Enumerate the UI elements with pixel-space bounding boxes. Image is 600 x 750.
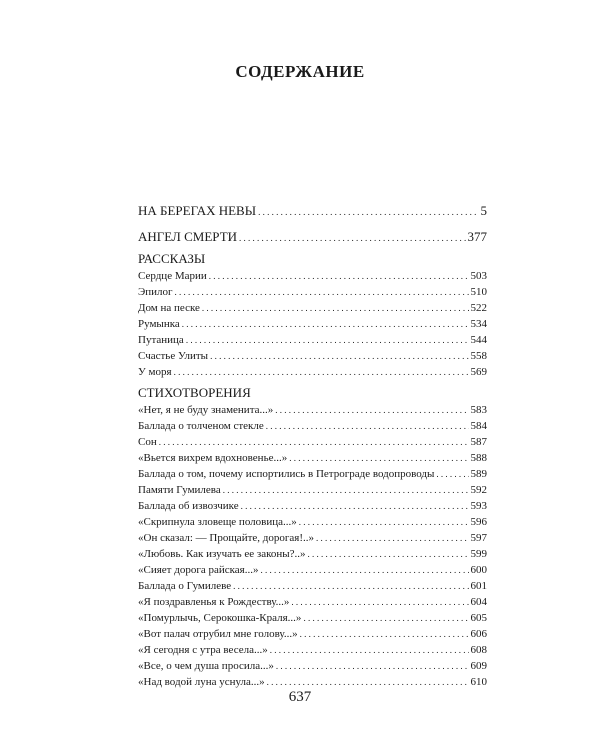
leader-dots bbox=[174, 365, 469, 379]
leader-dots bbox=[233, 579, 468, 593]
toc-entry bbox=[138, 285, 487, 299]
toc-entry bbox=[138, 451, 487, 465]
toc-entry-title: Дом на песке bbox=[138, 302, 200, 314]
toc-entry-title: Памяти Гумилева bbox=[138, 484, 221, 496]
section-heading: РАССКАЗЫ bbox=[138, 251, 206, 266]
toc-entry-page: 592 bbox=[470, 484, 487, 496]
leader-dots bbox=[159, 435, 469, 449]
toc-entry-page: 377 bbox=[467, 229, 487, 244]
toc-entry-title: «Скрипнула зловеще половица...» bbox=[138, 516, 297, 528]
toc-entry-page: 569 bbox=[470, 366, 487, 378]
toc-entry-page: 609 bbox=[470, 660, 487, 672]
toc-entry-page: 604 bbox=[470, 596, 487, 608]
toc-entry bbox=[138, 365, 487, 379]
page-title: СОДЕРЖАНИЕ bbox=[235, 62, 365, 81]
leader-dots bbox=[436, 467, 468, 481]
toc-entry-title: Баллада об извозчике bbox=[138, 500, 239, 512]
toc-entry bbox=[138, 675, 487, 689]
toc-entry bbox=[138, 643, 487, 657]
toc-entry-page: 596 bbox=[470, 516, 487, 528]
toc-entry-page: 584 bbox=[470, 420, 487, 432]
toc-entry-page: 610 bbox=[470, 676, 487, 688]
toc-entry-page: 534 bbox=[470, 318, 487, 330]
toc-entry-page: 583 bbox=[470, 404, 487, 416]
toc-entry-title: АНГЕЛ СМЕРТИ bbox=[138, 229, 238, 244]
toc-entry bbox=[138, 515, 487, 529]
toc-entry-title: «Он сказал: — Прощайте, дорогая!..» bbox=[138, 532, 314, 544]
leader-dots bbox=[202, 301, 469, 315]
toc-entry-title: «Все, о чем душа просила...» bbox=[138, 660, 274, 672]
toc-entry bbox=[138, 467, 487, 481]
toc-entry-title: Баллада о том, почему испортились в Петрограде водопроводы bbox=[138, 468, 435, 480]
toc-entry-page: 544 bbox=[470, 334, 487, 346]
leader-dots bbox=[275, 403, 468, 417]
leader-dots bbox=[300, 627, 469, 641]
toc-entry-title: «Вьется вихрем вдохновенье...» bbox=[138, 452, 288, 464]
toc-entry bbox=[138, 435, 487, 449]
toc-entry-title: Сердце Марии bbox=[138, 270, 207, 282]
toc-entry-title: У моря bbox=[138, 366, 172, 378]
toc-entry bbox=[138, 419, 487, 433]
leader-dots bbox=[260, 563, 468, 577]
toc-entry-page: 522 bbox=[470, 302, 487, 314]
toc-entry-title: «Над водой луна уснула...» bbox=[138, 676, 265, 688]
toc-entry bbox=[138, 563, 487, 577]
toc-entry bbox=[138, 595, 487, 609]
toc-entry bbox=[138, 659, 487, 673]
leader-dots bbox=[303, 611, 468, 625]
toc-entry bbox=[138, 547, 487, 561]
leader-dots bbox=[308, 547, 469, 561]
toc-entry-page: 593 bbox=[470, 500, 487, 512]
toc-entry-page: 587 bbox=[470, 436, 487, 448]
toc-entry-title: Баллада о толченом стекле bbox=[138, 420, 264, 432]
toc-entry bbox=[138, 499, 487, 513]
toc-entry-page: 588 bbox=[470, 452, 487, 464]
leader-dots bbox=[223, 483, 469, 497]
toc-entry-title: Счастье Улиты bbox=[138, 350, 209, 362]
toc-entry-page: 558 bbox=[470, 350, 487, 362]
toc-entry-page: 601 bbox=[470, 580, 487, 592]
toc-entry-title: «Помурлычь, Серокошка-Краля...» bbox=[138, 612, 302, 624]
toc-entry-title: Баллада о Гумилеве bbox=[138, 580, 232, 592]
toc-entry-title: «Нет, я не буду знаменита...» bbox=[138, 404, 274, 416]
toc-entry-page: 589 bbox=[470, 468, 487, 480]
leader-dots bbox=[186, 333, 469, 347]
leader-dots bbox=[299, 515, 469, 529]
toc-entry bbox=[138, 301, 487, 315]
toc-entry bbox=[138, 531, 487, 545]
toc-entry-main bbox=[138, 229, 487, 245]
section-heading: СТИХОТВОРЕНИЯ bbox=[138, 385, 251, 400]
toc-entry-page: 599 bbox=[470, 548, 487, 560]
toc-entry-title: «Любовь. Как изучать ее законы?..» bbox=[138, 548, 306, 560]
toc-entry bbox=[138, 403, 487, 417]
toc-entry bbox=[138, 627, 487, 641]
leader-dots bbox=[175, 285, 469, 299]
leader-dots bbox=[182, 317, 469, 331]
leader-dots bbox=[276, 659, 469, 673]
page-number: 637 bbox=[288, 689, 312, 705]
toc-entry-page: 597 bbox=[470, 532, 487, 544]
leader-dots bbox=[291, 595, 468, 609]
toc-entry-page: 5 bbox=[480, 203, 487, 218]
toc-entry-page: 605 bbox=[470, 612, 487, 624]
leader-dots bbox=[270, 643, 469, 657]
toc-entry-main bbox=[138, 203, 487, 219]
toc-entry bbox=[138, 317, 487, 331]
leader-dots bbox=[289, 451, 468, 465]
toc-entry bbox=[138, 269, 487, 283]
toc-entry-page: 608 bbox=[470, 644, 487, 656]
toc-entry-title: Эпилог bbox=[138, 286, 173, 298]
toc-entry-title: Путаница bbox=[138, 334, 184, 346]
toc-entry-title: «Я поздравленья к Рождеству...» bbox=[138, 596, 290, 608]
toc-entry bbox=[138, 333, 487, 347]
leader-dots bbox=[267, 675, 469, 689]
toc-entry-page: 600 bbox=[470, 564, 487, 576]
toc-entry bbox=[138, 483, 487, 497]
toc-entry-title: Румынка bbox=[138, 318, 180, 330]
toc-entry-page: 510 bbox=[470, 286, 487, 298]
toc-entry-title: «Вот палач отрубил мне голову...» bbox=[138, 628, 298, 640]
toc-entry bbox=[138, 579, 487, 593]
toc-entry-title: Сон bbox=[138, 436, 157, 448]
leader-dots bbox=[210, 349, 468, 363]
leader-dots bbox=[241, 499, 469, 513]
toc-entry-title: «Я сегодня с утра весела...» bbox=[138, 644, 268, 656]
toc-entry-title: «Сияет дорога райская...» bbox=[138, 564, 259, 576]
toc-entry-page: 606 bbox=[470, 628, 487, 640]
toc-entry bbox=[138, 611, 487, 625]
toc-entry-page: 503 bbox=[470, 270, 487, 282]
toc-entry-title: НА БЕРЕГАХ НЕВЫ bbox=[138, 203, 257, 218]
toc-entry bbox=[138, 349, 487, 363]
leader-dots bbox=[266, 419, 469, 433]
leader-dots bbox=[209, 269, 469, 283]
leader-dots bbox=[316, 531, 469, 545]
leader-dots bbox=[239, 230, 465, 246]
leader-dots bbox=[258, 204, 478, 220]
